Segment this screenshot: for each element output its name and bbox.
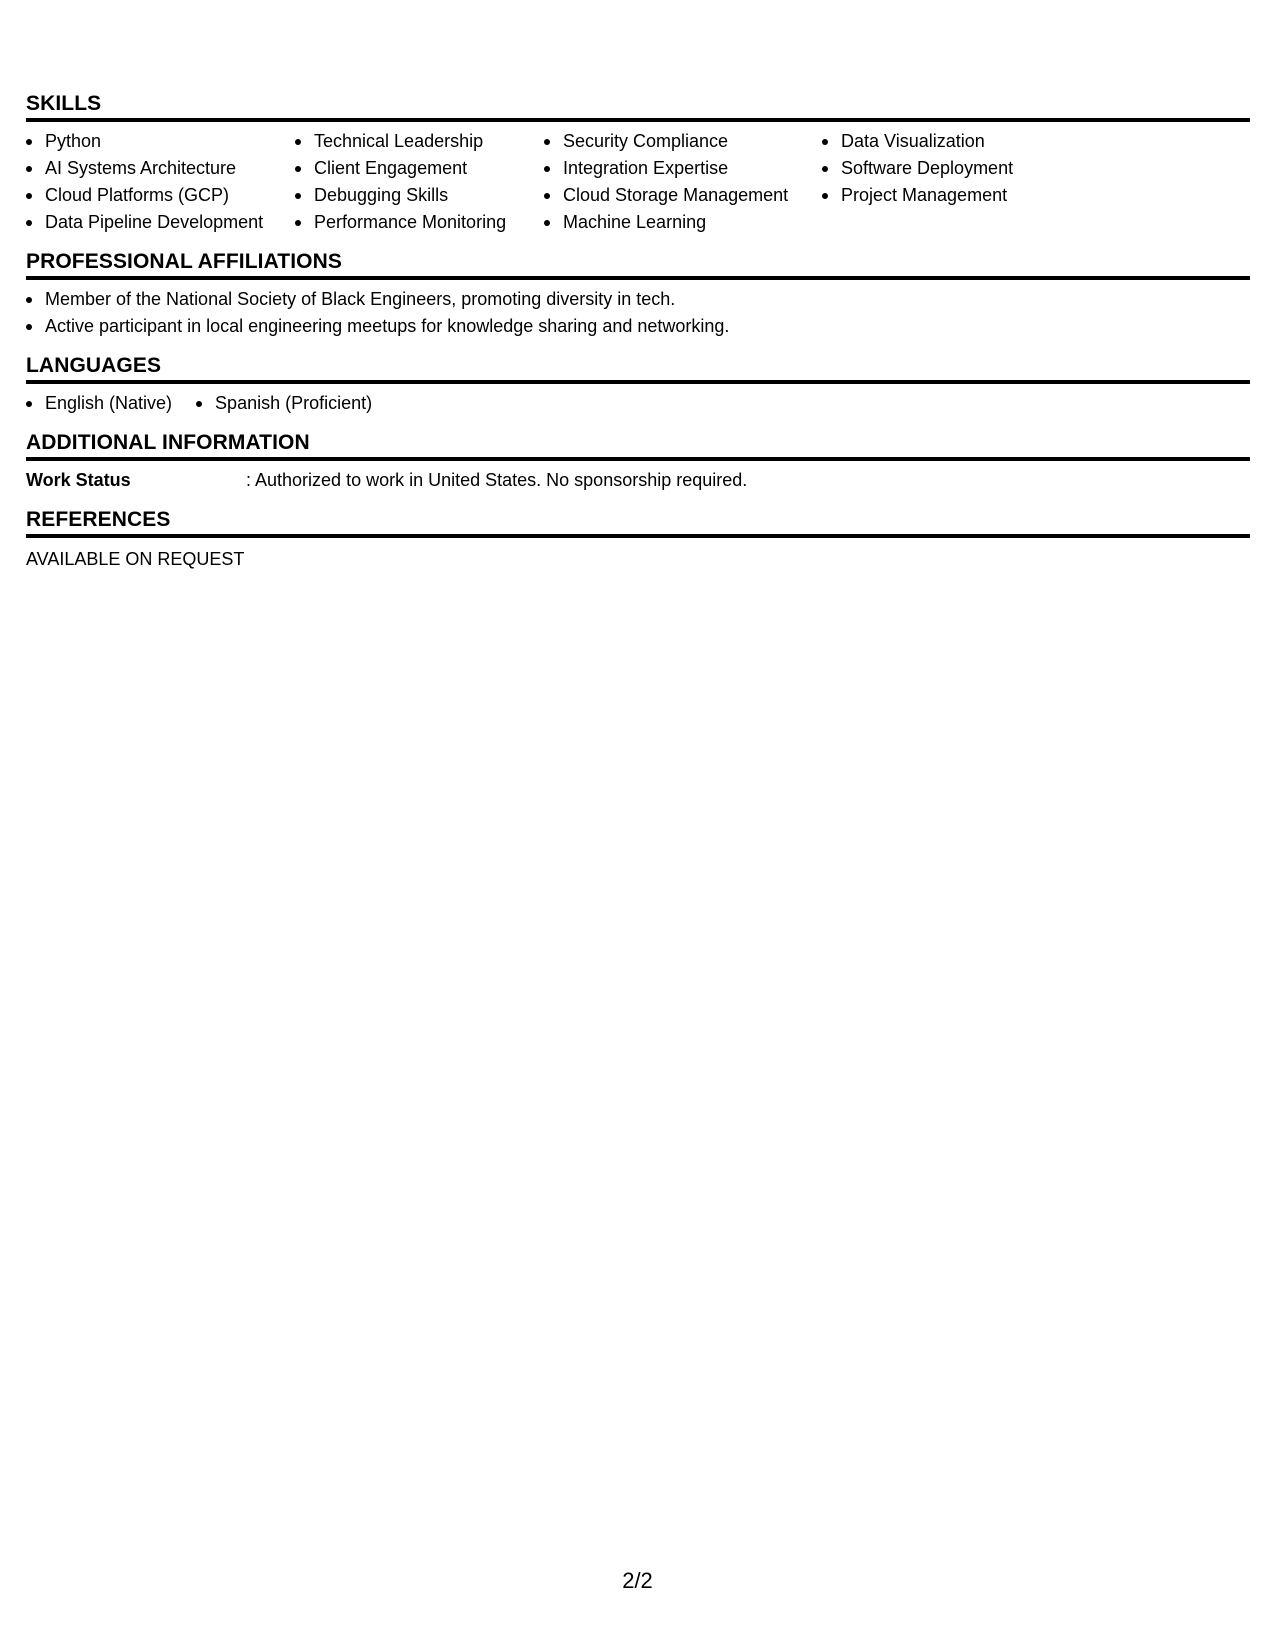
- languages-section: [26, 354, 1250, 417]
- skill-item: Cloud Storage Management: [544, 182, 822, 209]
- skills-column-4: [822, 128, 1082, 236]
- additional-info-section: [26, 431, 1250, 494]
- skill-item: Cloud Platforms (GCP): [26, 182, 295, 209]
- section-spacer: [26, 494, 1250, 508]
- language-item: English (Native): [26, 390, 172, 417]
- skill-item: Machine Learning: [544, 209, 822, 236]
- skill-item: Integration Expertise: [544, 155, 822, 182]
- skills-divider: [26, 118, 1250, 122]
- affiliations-list: [26, 286, 1250, 340]
- affiliation-item: Active participant in local engineering meetups for knowledge sharing and networking.: [26, 313, 1250, 340]
- additional-info-heading: ADDITIONAL INFORMATION: [26, 431, 310, 454]
- additional-info-divider: [26, 457, 1250, 461]
- affiliations-heading: PROFESSIONAL AFFILIATIONS: [26, 250, 342, 273]
- skill-item: Debugging Skills: [295, 182, 544, 209]
- section-spacer: [26, 236, 1250, 250]
- references-text: AVAILABLE ON REQUEST: [26, 549, 245, 569]
- skills-column-2: [295, 128, 544, 236]
- section-spacer: [26, 417, 1250, 431]
- affiliations-section: [26, 250, 1250, 340]
- skill-item: Project Management: [822, 182, 1082, 209]
- skill-item: Software Deployment: [822, 155, 1082, 182]
- section-spacer: [26, 340, 1250, 354]
- skill-item: AI Systems Architecture: [26, 155, 295, 182]
- affiliations-divider: [26, 276, 1250, 280]
- languages-list: [26, 390, 1250, 417]
- skills-column-1: [26, 128, 295, 236]
- languages-heading: LANGUAGES: [26, 354, 162, 377]
- affiliation-item: Member of the National Society of Black Engineers, promoting diversity in tech.: [26, 286, 1250, 313]
- skills-heading: SKILLS: [26, 92, 102, 115]
- references-heading: REFERENCES: [26, 508, 171, 531]
- skills-section: [26, 92, 1250, 236]
- references-divider: [26, 534, 1250, 538]
- resume-page: [26, 92, 1250, 573]
- page-number: 2/2: [622, 1568, 653, 1593]
- skills-grid: [26, 128, 1250, 236]
- languages-divider: [26, 380, 1250, 384]
- work-status-label: Work Status: [26, 470, 131, 490]
- skill-item: Technical Leadership: [295, 128, 544, 155]
- skill-item: Python: [26, 128, 295, 155]
- skill-item: Data Visualization: [822, 128, 1082, 155]
- language-item: Spanish (Proficient): [196, 390, 372, 417]
- references-section: [26, 508, 1250, 573]
- work-status-value: : Authorized to work in United States. No sponsorship required.: [246, 470, 748, 490]
- skills-column-3: [544, 128, 822, 236]
- skill-item: Data Pipeline Development: [26, 209, 295, 236]
- skill-item: Performance Monitoring: [295, 209, 544, 236]
- skill-item: Client Engagement: [295, 155, 544, 182]
- skill-item: Security Compliance: [544, 128, 822, 155]
- work-status-row: [26, 467, 1250, 494]
